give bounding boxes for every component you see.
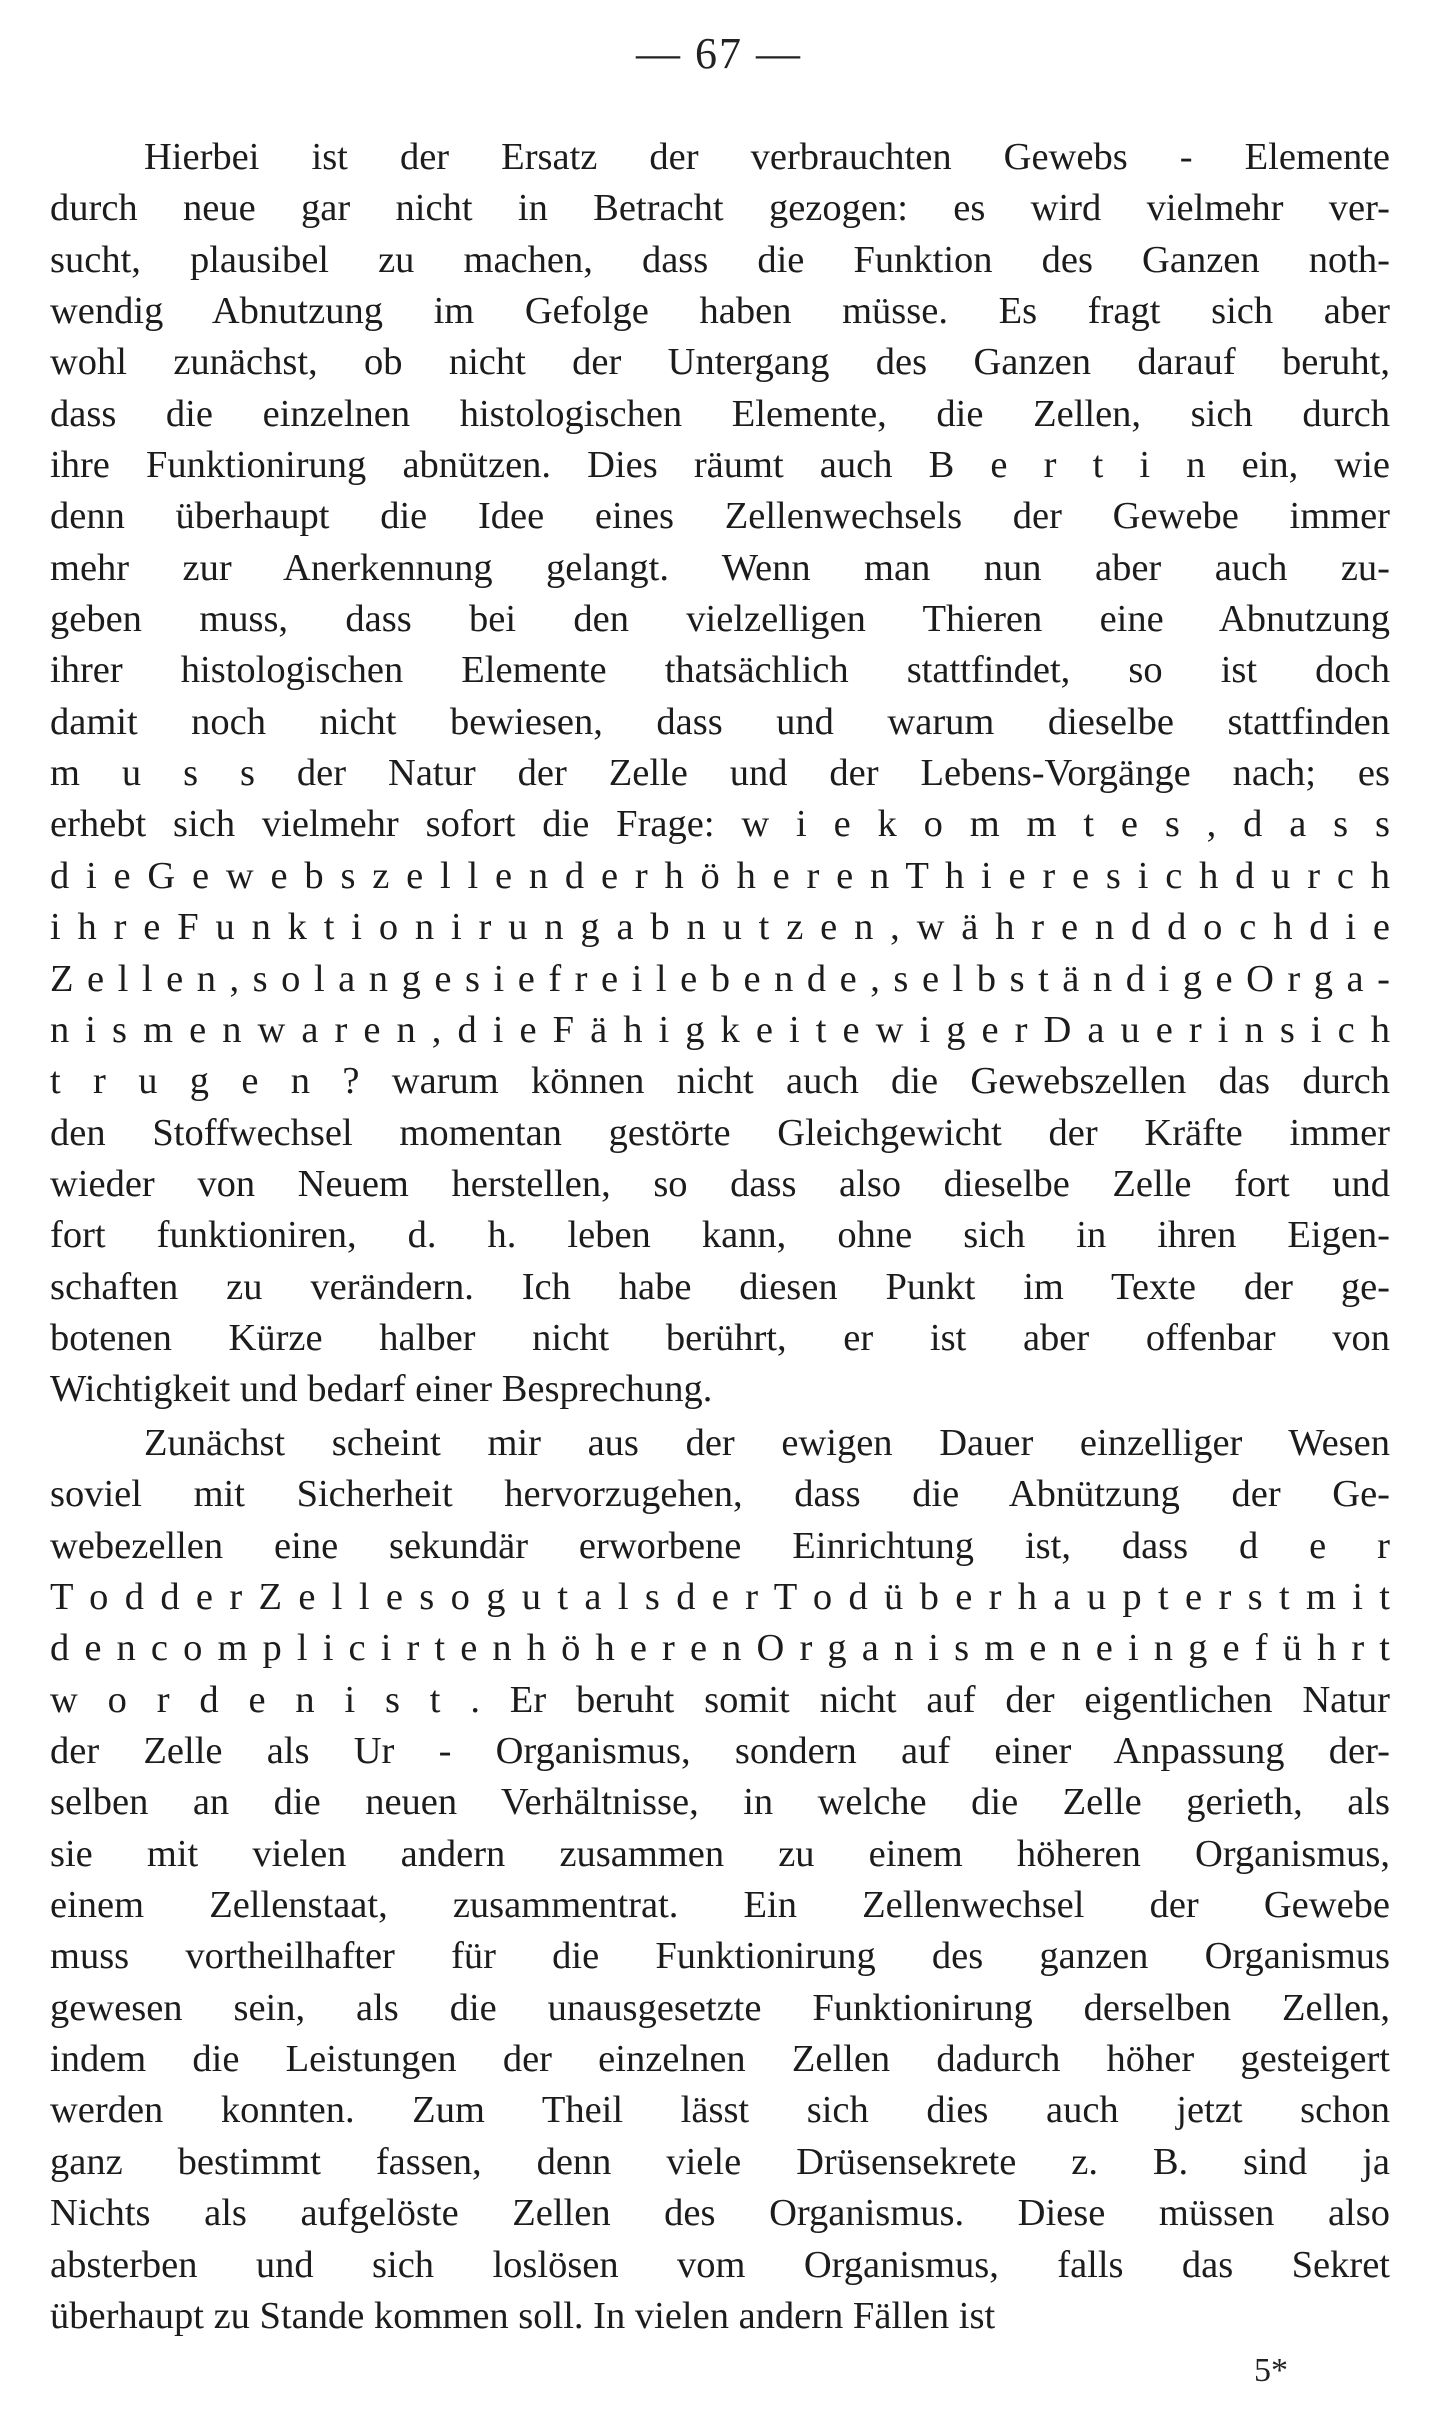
text-line: sucht, plausibel zu machen, dass die Funktion des Ganzen noth- [50, 238, 1390, 281]
text-line: mehr zur Anerkennung gelangt. Wenn man nun aber auch zu- [50, 546, 1390, 589]
text-line: wendig Abnutzung im Gefolge haben müsse. Es fragt sich aber [50, 290, 1390, 333]
text-line: soviel mit Sicherheit hervorzugehen, dass die Abnützung der Ge- [50, 1473, 1390, 1516]
text-line: schaften zu verändern. Ich habe diesen Punkt im Texte der ge- [50, 1265, 1390, 1308]
text-line: gewesen sein, als die unausgesetzte Funktionirung derselben Zellen, [50, 1986, 1390, 2029]
text-line: webezellen eine sekundär erworbene Einrichtung ist, dass d e r [50, 1524, 1390, 1567]
text-line: t r u g e n ? warum können nicht auch die Gewebszellen das durch [50, 1060, 1390, 1103]
signature-mark: 5* [1254, 2352, 1288, 2389]
text-line: d e n c o m p l i c i r t e n h ö h e r e n O r g a n i s m e n e i n g e f ü h r t [50, 1627, 1390, 1670]
page-number-header: — 67 — [636, 29, 802, 78]
text-line: ihrer histologischen Elemente thatsächlich stattfindet, so ist doch [50, 649, 1390, 692]
text-line: absterben und sich loslösen vom Organismus, falls das Sekret [50, 2243, 1390, 2286]
text-line: Z e l l e n , s o l a n g e s i e f r e i l e b e n d e , s e l b s t ä n d i g e O r g a - [50, 957, 1390, 1000]
text-line: denn überhaupt die Idee eines Zellenwechsels der Gewebe immer [50, 495, 1390, 538]
text-line: ihre Funktionirung abnützen. Dies räumt auch B e r t i n ein, wie [50, 444, 1390, 487]
text-line: Hierbei ist der Ersatz der verbrauchten Gewebs - Elemente [144, 136, 1390, 178]
text-line: Zunächst scheint mir aus der ewigen Dauer einzelliger Wesen [144, 1422, 1390, 1464]
text-line: indem die Leistungen der einzelnen Zellen dadurch höher gesteigert [50, 2038, 1390, 2081]
paragraph-2 [50, 1418, 1390, 2342]
text-line: botenen Kürze halber nicht berührt, er ist aber offenbar von [50, 1316, 1390, 1359]
text-line: d i e G e w e b s z e l l e n d e r h ö h e r e n T h i e r e s i c h d u r c h [50, 854, 1390, 897]
text-line: wohl zunächst, ob nicht der Untergang des Ganzen darauf beruht, [50, 341, 1390, 384]
text-line: einem Zellenstaat, zusammentrat. Ein Zellenwechsel der Gewebe [50, 1884, 1390, 1927]
text-line: Wichtigkeit und bedarf einer Besprechung. [50, 1368, 713, 1411]
text-line: selben an die neuen Verhältnisse, in welche die Zelle gerieth, als [50, 1781, 1390, 1824]
text-line: den Stoffwechsel momentan gestörte Gleichgewicht der Kräfte immer [50, 1111, 1390, 1154]
text-line: der Zelle als Ur - Organismus, sondern auf einer Anpassung der- [50, 1730, 1390, 1773]
paragraph-1 [50, 132, 1390, 1416]
text-line: muss vortheilhafter für die Funktionirung des ganzen Organismus [50, 1935, 1390, 1978]
text-line: Nichts als aufgelöste Zellen des Organismus. Diese müssen also [50, 2192, 1390, 2235]
text-line: dass die einzelnen histologischen Elemente, die Zellen, sich durch [50, 392, 1390, 435]
text-line: i h r e F u n k t i o n i r u n g a b n u t z e n , w ä h r e n d d o c h d i e [50, 906, 1390, 949]
text-line: werden konnten. Zum Theil lässt sich dies auch jetzt schon [50, 2089, 1390, 2132]
text-line: w o r d e n i s t . Er beruht somit nicht auf der eigentlichen Natur [50, 1678, 1390, 1721]
text-line: n i s m e n w a r e n , d i e F ä h i g k e i t e w i g e r D a u e r i n s i c h [50, 1008, 1390, 1051]
text-line: fort funktioniren, d. h. leben kann, ohne sich in ihren Eigen- [50, 1214, 1390, 1257]
text-line: T o d d e r Z e l l e s o g u t a l s d e r T o d ü b e r h a u p t e r s t m i t [50, 1576, 1390, 1619]
text-line: erhebt sich vielmehr sofort die Frage: w i e k o m m t e s , d a s s [50, 803, 1390, 846]
text-line: überhaupt zu Stande kommen soll. In vielen andern Fällen ist [50, 2294, 996, 2337]
text-line: damit noch nicht bewiesen, dass und warum dieselbe stattfinden [50, 700, 1390, 743]
text-line: durch neue gar nicht in Betracht gezogen: es wird vielmehr ver- [50, 187, 1390, 230]
text-line: m u s s der Natur der Zelle und der Lebens-Vorgänge nach; es [50, 752, 1390, 795]
text-line: wieder von Neuem herstellen, so dass also dieselbe Zelle fort und [50, 1162, 1390, 1205]
text-line: ganz bestimmt fassen, denn viele Drüsensekrete z. B. sind ja [50, 2140, 1390, 2183]
text-line: sie mit vielen andern zusammen zu einem höheren Organismus, [50, 1832, 1390, 1875]
text-line: geben muss, dass bei den vielzelligen Thieren eine Abnutzung [50, 598, 1390, 641]
